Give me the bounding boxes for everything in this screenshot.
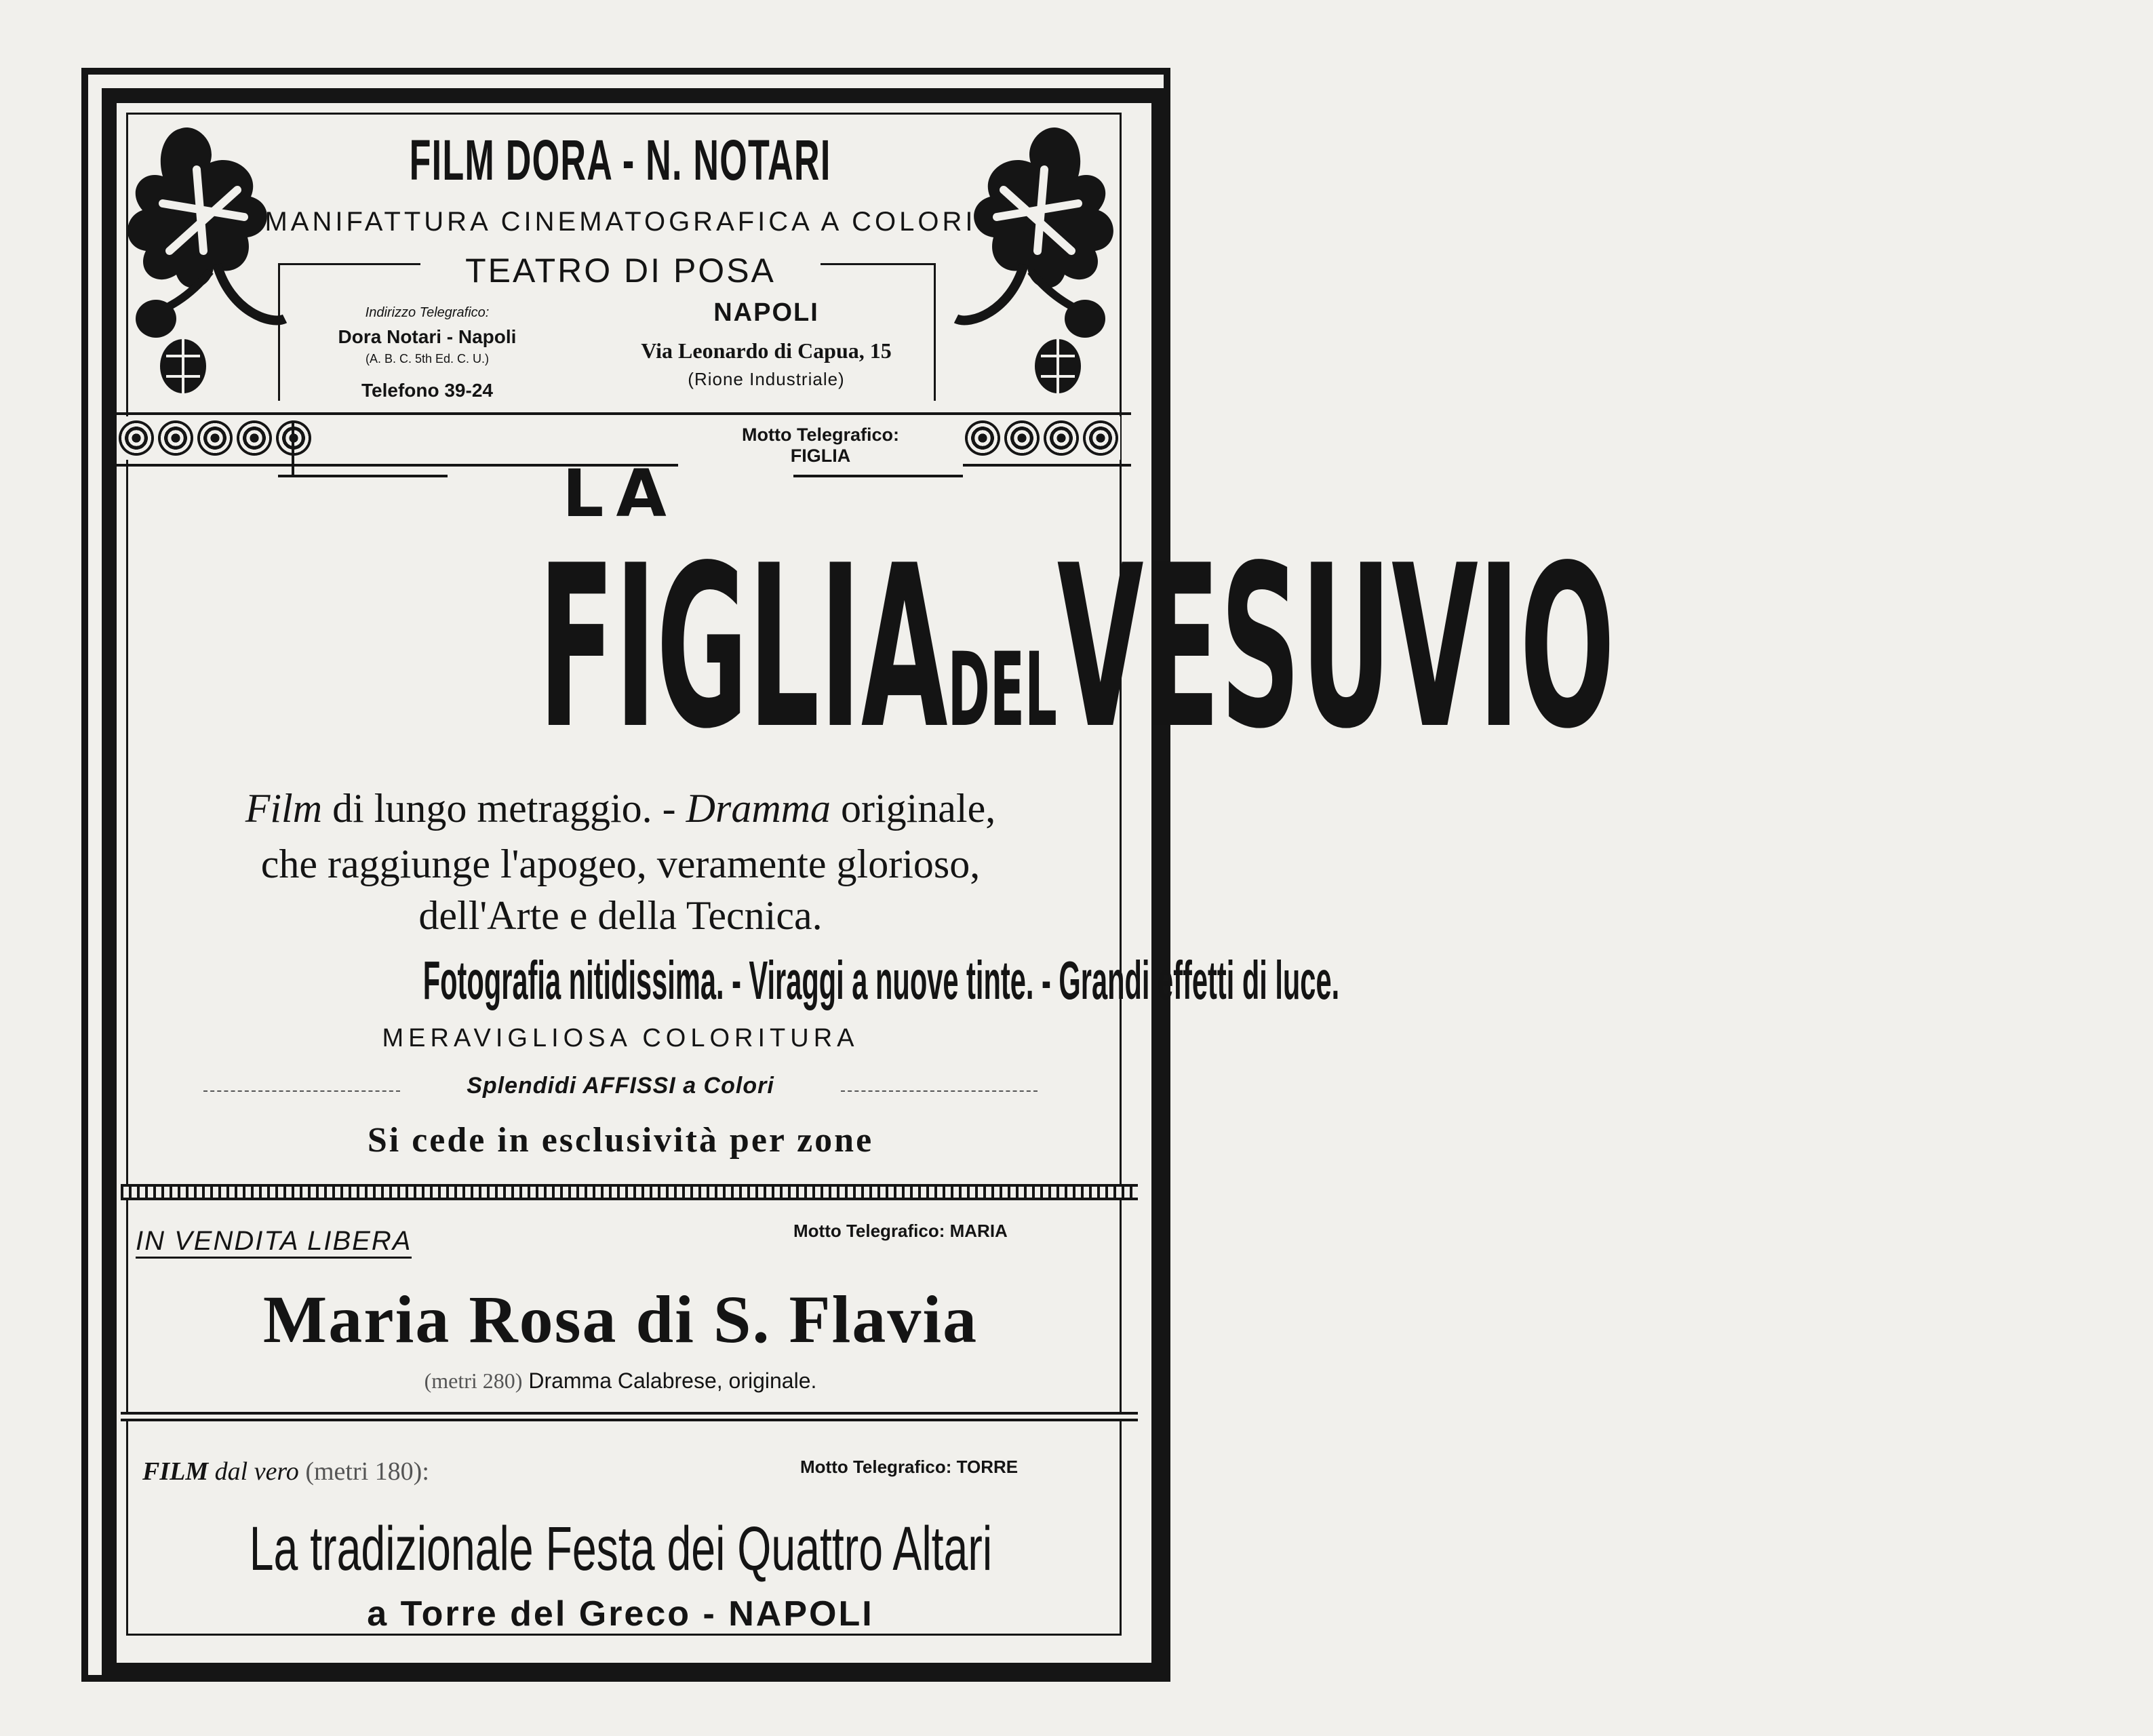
free-sale-label: IN VENDITA LIBERA	[136, 1226, 412, 1259]
third-title-line-1: La tradizionale Festa dei Quattro Altari	[249, 1514, 992, 1583]
description-line-3: dell'Arte e della Tecnica.	[418, 893, 823, 938]
description-line-1: Film di lungo metraggio. - Dramma originale,	[245, 786, 996, 831]
description-line-2: che raggiunge l'apogeo, veramente glorioso,	[260, 842, 981, 886]
posters-line: Splendidi AFFISSI a Colori	[467, 1073, 774, 1099]
divider-bar-1	[121, 1184, 1138, 1200]
second-desc: (metri 280) Dramma Calabrese, originale.	[424, 1368, 817, 1393]
technical-line: Fotografia nitidissima. - Viraggi a nuove tinte. - Grandi effetti di luce.	[422, 950, 1340, 1010]
second-title: Maria Rosa di S. Flavia	[262, 1282, 979, 1357]
company-subtitle: MANIFATTURA CINEMATOGRAFICA A COLORI	[264, 207, 976, 237]
coloring-line: MERAVIGLIOSA COLORITURA	[382, 1024, 859, 1052]
telegraph-address: Indirizzo Telegrafico: Dora Notari - Napoli (A. B. C. 5th Ed. C. U.) Telefono 39-24	[338, 305, 517, 401]
third-motto: Motto Telegrafico: TORRE	[800, 1457, 1019, 1477]
rosette-row-right	[963, 416, 1120, 460]
studio-title: TEATRO DI POSA	[465, 252, 776, 290]
studio-address: NAPOLI Via Leonardo di Capua, 15 (Rione Industriale)	[641, 298, 892, 389]
second-motto: Motto Telegrafico: MARIA	[793, 1221, 1008, 1241]
main-title: FIGLIADELVESUVIO	[538, 517, 1615, 778]
company-name: FILM DORA - N. NOTARI	[409, 128, 831, 192]
feature-motto: Motto Telegrafico: FIGLIA	[678, 420, 963, 475]
third-title-line-2: a Torre del Greco - NAPOLI	[367, 1594, 874, 1634]
title-article: LA	[562, 456, 679, 532]
exclusive-line: Si cede in esclusività per zone	[367, 1121, 874, 1160]
divider-bar-2	[121, 1412, 1138, 1421]
rosette-row-left	[117, 416, 313, 460]
documentary-label: FILM dal vero (metri 180):	[142, 1457, 429, 1486]
